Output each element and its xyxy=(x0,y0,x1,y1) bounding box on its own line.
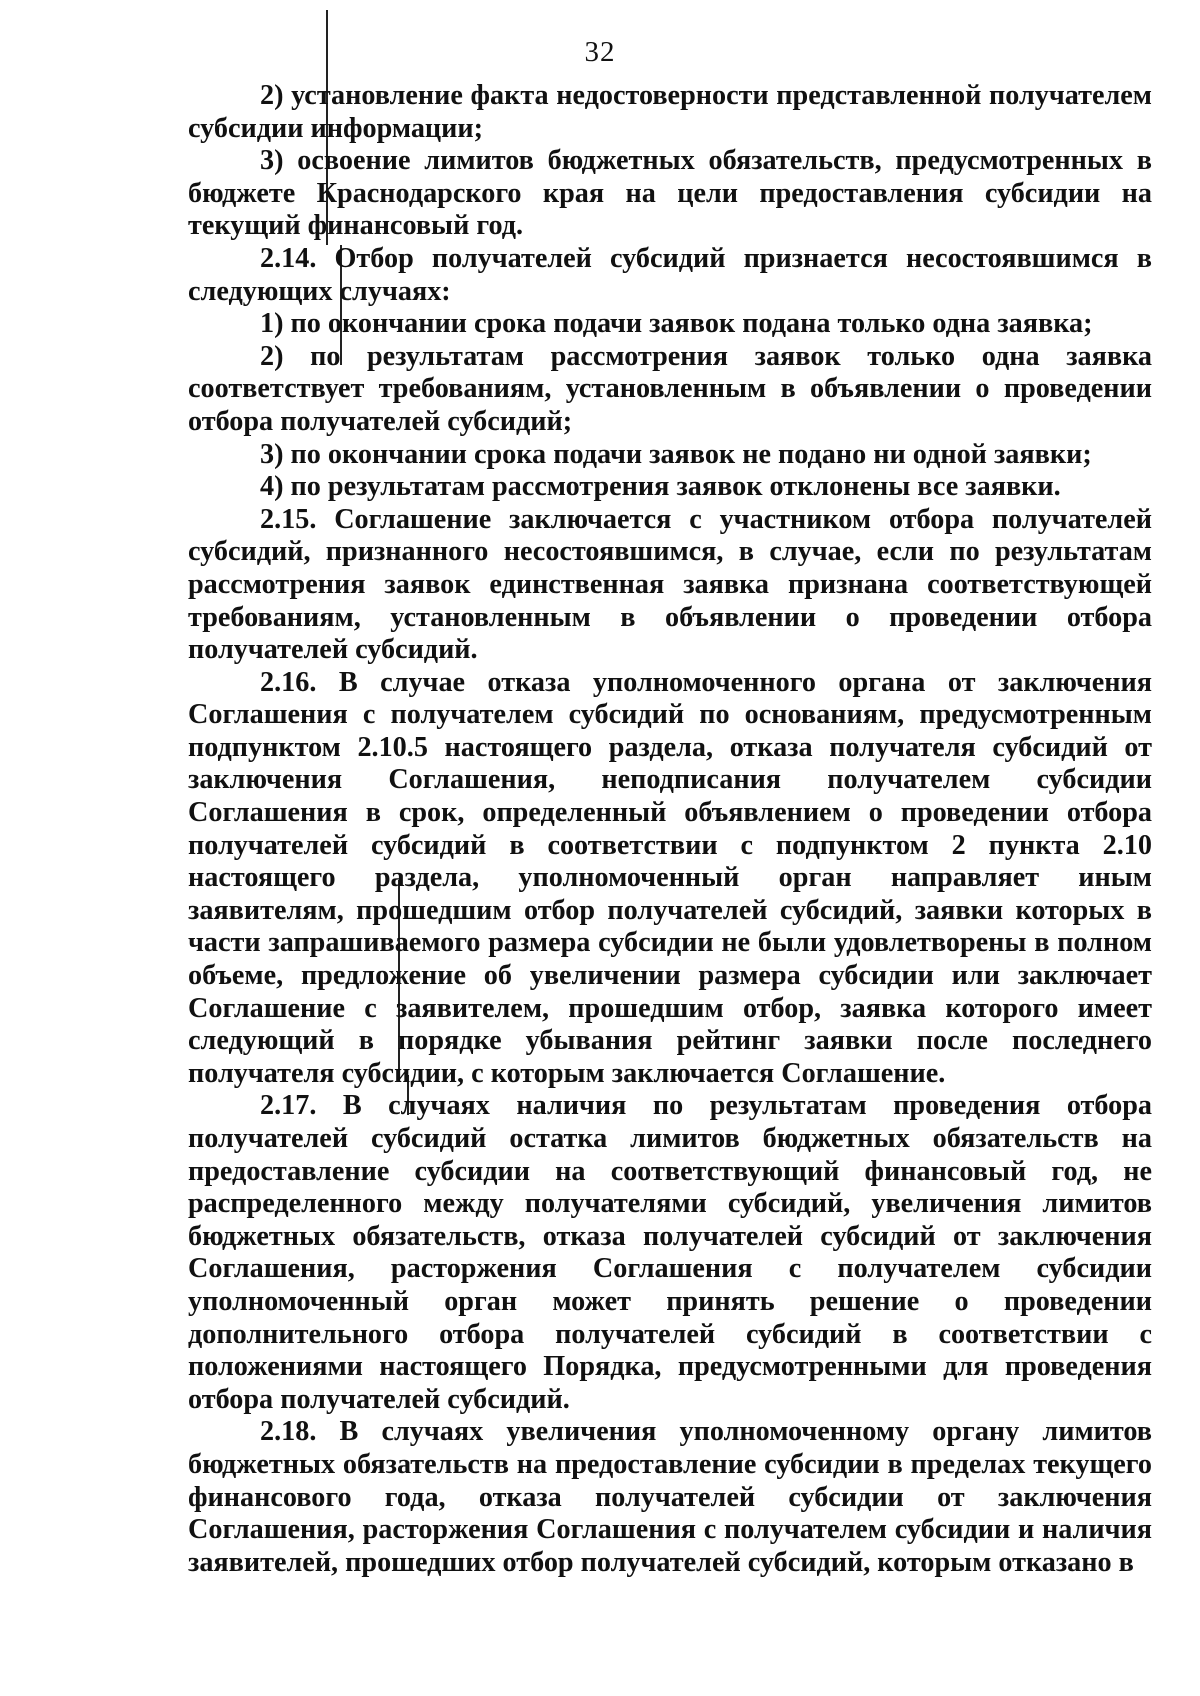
paragraph: 2.15. Соглашение заключается с участником отбора получателей субсидий, признанного несостоявшимся, в случае, если по результатам рассмотрения заявок единственная заявка признана соответствующей требованиям, установленным в объявлении о проведении отбора получателей субсидий. xyxy=(188,503,1152,666)
paragraph: 2.18. В случаях увеличения уполномоченному органу лимитов бюджетных обязательств на предоставление субсидии в пределах текущего финансового года, отказа получателей субсидии от заключения Соглашения, расторжения Соглашения с получателем субсидии и наличия заявителей, прошедших отбор получателей субсидий, которым отказано в xyxy=(188,1416,1152,1578)
paragraph: 2.17. В случаях наличия по результатам проведения отбора получателей субсидий остатка лимитов бюджетных обязательств на предоставление субсидии на соответствующий финансовый год, не распределенного между получателями субсидий, увеличения лимитов бюджетных обязательств, отказа получателей субсидий от заключения Соглашения, расторжения Соглашения с получателем субсидии уполномоченный орган может принять решение о проведении дополнительного отбора получателей субсидий в соответствии с положениями настоящего Порядка, предусмотренными для проведения отбора получателей субсидий. xyxy=(188,1090,1152,1415)
paragraph: 3) по окончании срока подачи заявок не подано ни одной заявки; xyxy=(260,438,1092,470)
page-number: 32 xyxy=(584,36,616,68)
paragraph: 2.14. Отбор получателей субсидий признается несостоявшимся в следующих случаях: xyxy=(188,242,1152,307)
paragraph: 3) освоение лимитов бюджетных обязательств, предусмотренных в бюджете Краснодарского края на цели предоставления субсидии на текущий финансовый год. xyxy=(188,145,1152,242)
paragraph: 2) по результатам рассмотрения заявок только одна заявка соответствует требованиям, установленным в объявлении о проведении отбора получателей субсидий; xyxy=(188,340,1152,437)
paragraph: 2) установление факта недостоверности представленной получателем субсидии информации; xyxy=(188,80,1152,144)
paragraph: 1) по окончании срока подачи заявок подана только одна заявка; xyxy=(260,308,1093,340)
paragraph: 4) по результатам рассмотрения заявок отклонены все заявки. xyxy=(260,471,1061,503)
document-body xyxy=(188,80,1152,1579)
paragraph: 2.16. В случае отказа уполномоченного органа от заключения Соглашения с получателем субсидий по основаниям, предусмотренным подпунктом 2.10.5 настоящего раздела, отказа получателя субсидий от заключения Соглашения, неподписания получателем субсидии Соглашения в срок, определенный объявлением о проведении отбора получателей субсидий в соответствии с подпунктом 2 пункта 2.10 настоящего раздела, уполномоченный орган направляет иным заявителям, прошедшим отбор получателей субсидий, заявки которых в части запрашиваемого размера субсидии не были удовлетворены в полном объеме, предложение об увеличении размера субсидии или заключает Соглашение с заявителем, прошедшим отбор, заявка которого имеет следующий в порядке убывания рейтинг заявки после последнего получателя субсидии, с которым заключается Соглашение. xyxy=(188,666,1152,1089)
